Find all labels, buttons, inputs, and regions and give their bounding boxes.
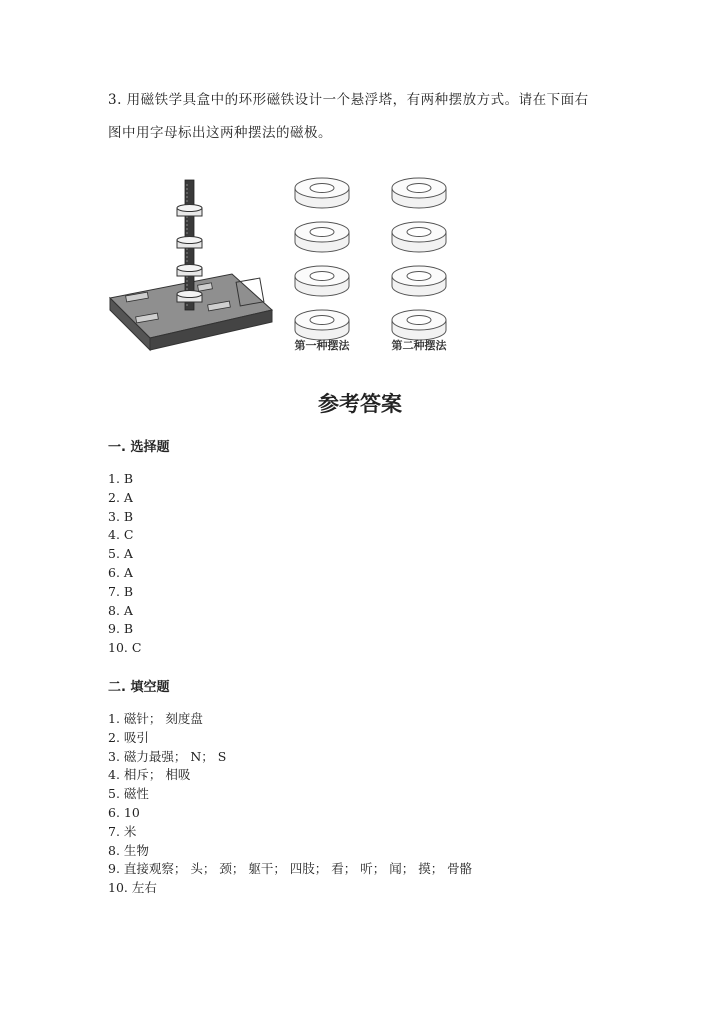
ring-magnet <box>392 266 446 296</box>
fill-answer-list <box>108 710 472 898</box>
list-item: 10. C <box>108 640 142 656</box>
list-item: 1. B <box>108 471 134 486</box>
choice-answer-list <box>108 470 141 658</box>
answer-title: 参考答案 <box>318 392 402 416</box>
ring-magnet <box>295 178 349 208</box>
ring-magnet <box>392 178 446 208</box>
question-text-line-1: 3. 用磁铁学具盒中的环形磁铁设计一个悬浮塔，有两种摆放方式。请在下面右 <box>108 92 589 108</box>
list-item: 5. A <box>108 546 133 562</box>
question-text-line-2: 图中用字母标出这两种摆法的磁极。 <box>108 125 332 141</box>
ring-magnet <box>392 222 446 252</box>
list-item: 9. 直接观察； 头； 颈； 躯干； 四肢； 看； 听； 闻； 摸； 骨骼 <box>108 861 473 877</box>
list-item: 3. B <box>108 508 134 524</box>
list-item: 5. 磁性 <box>108 786 149 802</box>
ring-column-first <box>295 178 349 340</box>
list-item: 3. 磁力最强； N； S <box>108 748 227 764</box>
list-item: 2. A <box>108 489 133 505</box>
section-heading-choice: 一. 选择题 <box>108 440 170 455</box>
section-heading-fill: 二. 填空题 <box>108 680 170 695</box>
floating-tower-figure <box>106 170 466 360</box>
ring-column-second <box>392 178 446 340</box>
caption-first-arrangement: 第一种摆法 <box>294 339 350 352</box>
list-item: 9. B <box>108 621 134 637</box>
list-item: 8. A <box>108 602 133 618</box>
caption-second-arrangement: 第二种摆法 <box>391 339 447 352</box>
ring-magnet <box>392 310 446 340</box>
magnet-tower-illustration <box>110 180 272 350</box>
list-item: 4. C <box>108 527 134 543</box>
list-item: 7. B <box>108 583 134 599</box>
list-item: 2. 吸引 <box>108 729 149 745</box>
list-item: 6. A <box>108 564 133 580</box>
ring-magnet <box>295 222 349 252</box>
list-item: 6. 10 <box>108 804 140 820</box>
list-item: 7. 米 <box>108 823 137 839</box>
list-item: 8. 生物 <box>108 842 149 858</box>
list-item: 4. 相斥； 相吸 <box>108 767 191 783</box>
list-item: 1. 磁针； 刻度盘 <box>108 711 203 726</box>
list-item: 10. 左右 <box>108 880 157 896</box>
ring-magnet <box>295 266 349 296</box>
ring-magnet <box>295 310 349 340</box>
